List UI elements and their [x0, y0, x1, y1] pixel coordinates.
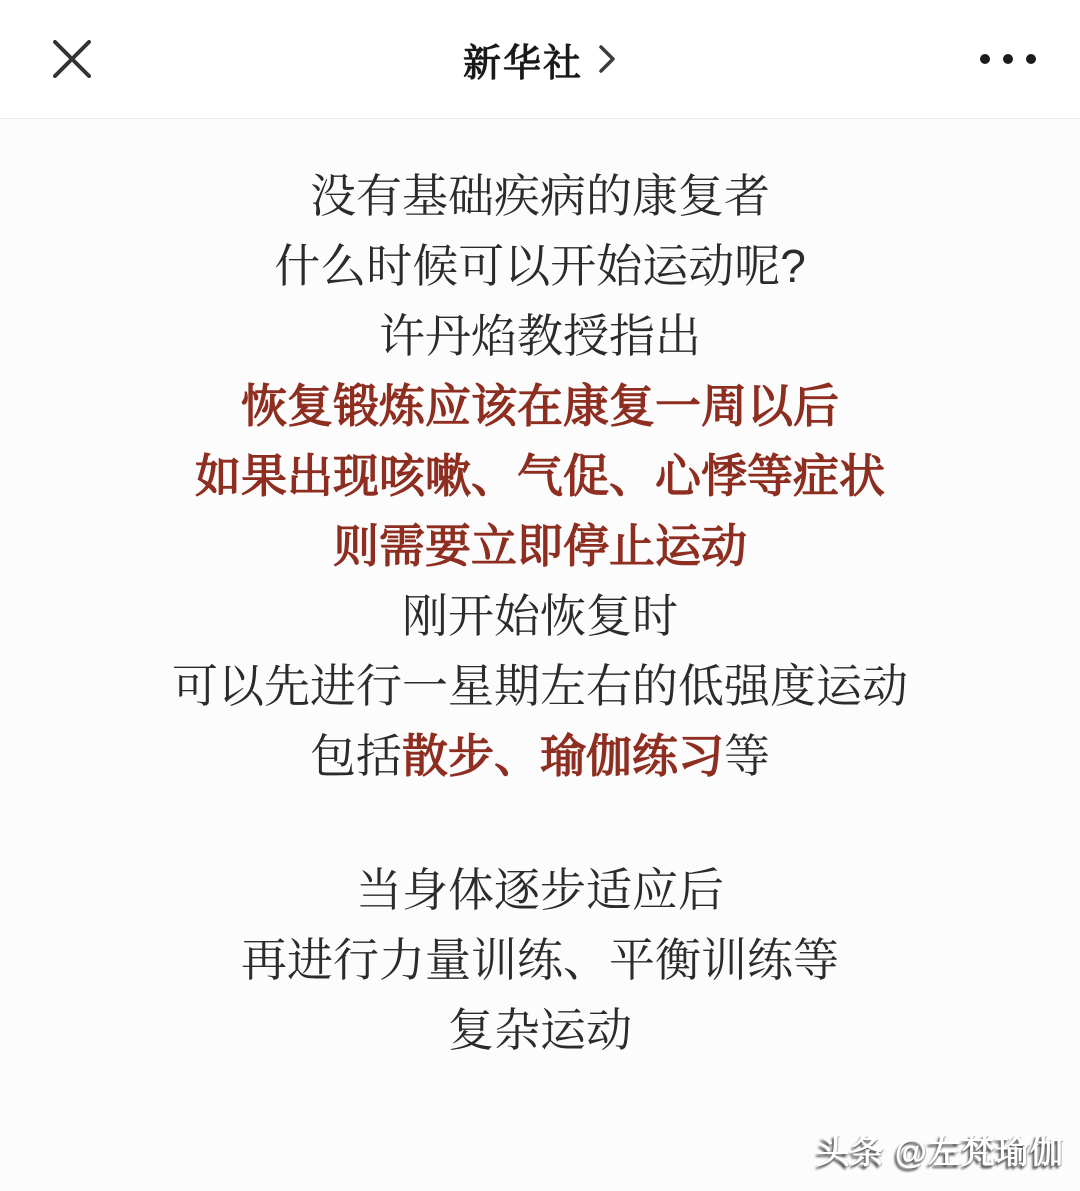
text-segment-emphasis: 恢复锻炼应该在康复一周以后	[241, 380, 839, 432]
more-button[interactable]	[980, 31, 1036, 87]
article-line-mixed	[0, 721, 1080, 791]
text-segment: 等	[724, 730, 770, 782]
page-title: 新华社	[462, 42, 583, 85]
text-segment: 包括	[310, 730, 402, 782]
text-segment: 再进行力量训练、平衡训练等	[241, 934, 839, 986]
article-line	[0, 231, 1080, 301]
account-title-link[interactable]	[463, 32, 617, 87]
paragraph	[0, 161, 1080, 791]
header-bar	[0, 0, 1080, 119]
more-icon	[980, 54, 1036, 64]
text-segment: 什么时候可以开始运动呢?	[274, 240, 806, 292]
text-segment: 没有基础疾病的康复者	[310, 170, 770, 222]
article-line	[0, 581, 1080, 651]
text-segment-emphasis: 散步、瑜伽练习	[402, 730, 724, 782]
article-line-emphasis	[0, 511, 1080, 581]
text-segment: 复杂运动	[448, 1004, 632, 1056]
text-segment: 当身体逐步适应后	[356, 864, 724, 916]
text-segment: 可以先进行一星期左右的低强度运动	[172, 660, 908, 712]
text-segment: 许丹焰教授指出	[379, 310, 701, 362]
text-segment: 刚开始恢复时	[402, 590, 678, 642]
close-icon	[52, 39, 92, 79]
chevron-right-icon	[597, 42, 617, 76]
close-button[interactable]	[44, 31, 100, 87]
article-line-emphasis	[0, 371, 1080, 441]
article-line	[0, 925, 1080, 995]
article-body	[0, 119, 1080, 1065]
article-line	[0, 161, 1080, 231]
article-line	[0, 301, 1080, 371]
article-line	[0, 651, 1080, 721]
watermark: 头条 @左梵瑜伽	[816, 1133, 1064, 1170]
text-segment-emphasis: 如果出现咳嗽、气促、心悸等症状	[195, 450, 885, 502]
paragraph	[0, 855, 1080, 1065]
article-line-emphasis	[0, 441, 1080, 511]
header-title-area	[0, 0, 1080, 118]
article-line	[0, 855, 1080, 925]
article-line	[0, 995, 1080, 1065]
text-segment-emphasis: 则需要立即停止运动	[333, 520, 747, 572]
